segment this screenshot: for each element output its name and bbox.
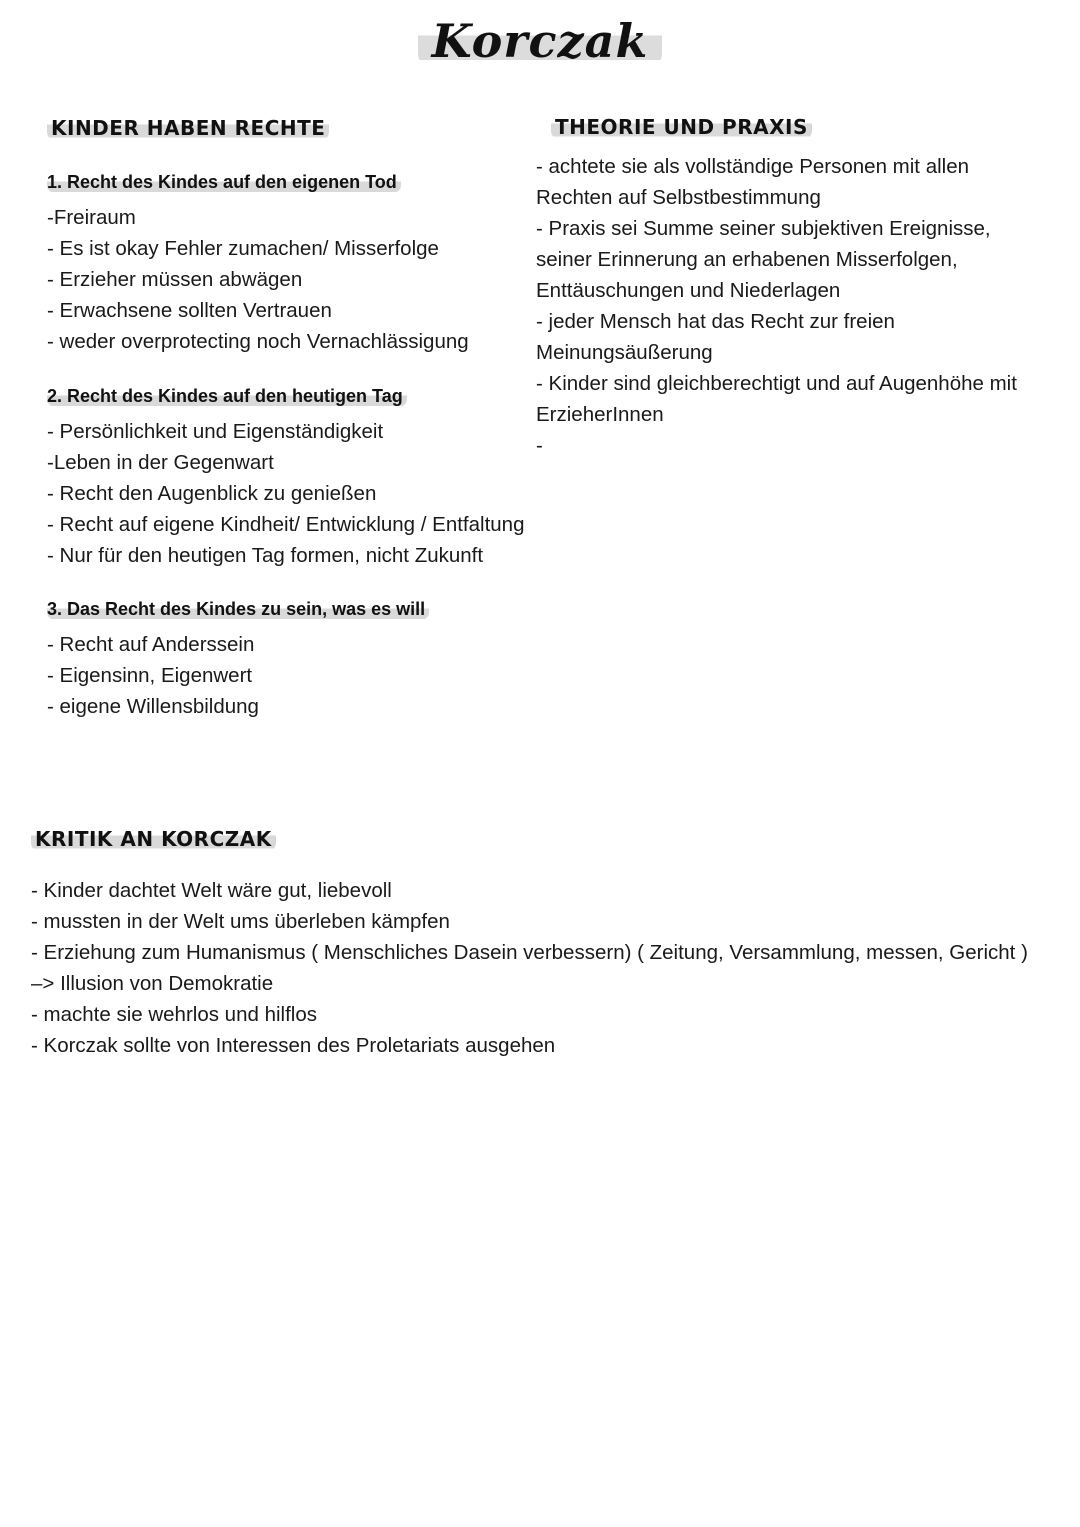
paragraph: - Kinder sind gleichberechtigt und auf Augenhöhe mit ErzieherInnen [536,372,1017,426]
theorie-praxis-text [536,151,1036,461]
list-item: - Erwachsene sollten Vertrauen [47,299,332,322]
list-item: -Freiraum [47,206,136,229]
subheading-section-3: 3. Das Recht des Kindes zu sein, was es will [47,599,429,620]
subheading-section-2: 2. Recht des Kindes auf den heutigen Tag [47,386,407,407]
list-item: - Recht den Augenblick zu genießen [47,482,377,505]
page-title [0,14,1080,68]
list-item: -Leben in der Gegenwart [47,451,274,474]
list-item: –> Illusion von Demokratie [31,972,274,995]
list-item: - Recht auf Anderssein [47,633,255,656]
list-item: - Recht auf eigene Kindheit/ Entwicklung / Entfaltung [47,513,525,536]
page-title-text: Korczak [418,14,663,68]
list-section-3 [47,629,259,722]
list-item: - Eigensinn, Eigenwert [47,664,253,687]
list-item: - mussten in der Welt ums überleben kämpfen [31,910,450,933]
subheading-section-1: 1. Recht des Kindes auf den eigenen Tod [47,172,401,193]
paragraph: - [536,434,543,457]
list-item: - Erziehung zum Humanismus ( Menschliches Dasein verbessern) ( Zeitung, Versammlung, messen, Gericht ) [31,941,1028,964]
list-item: - Kinder dachtet Welt wäre gut, liebevoll [31,879,392,902]
list-item: - Es ist okay Fehler zumachen/ Misserfolge [47,237,439,260]
list-item: - eigene Willensbildung [47,695,259,718]
paragraph: - achtete sie als vollständige Personen mit allen Rechten auf Selbstbestimmung [536,155,970,209]
list-item: - Nur für den heutigen Tag formen, nicht Zukunft [47,544,484,567]
paragraph: - jeder Mensch hat das Recht zur freien Meinungsäußerung [536,310,895,364]
list-item: - Korczak sollte von Interessen des Proletariats ausgehen [31,1034,556,1057]
paragraph: - Praxis sei Summe seiner subjektiven Ereignisse, seiner Erinnerung an erhabenen Misserfolgen, Enttäuschungen und Niederlagen [536,217,991,302]
list-item: - Erzieher müssen abwägen [47,268,303,291]
list-item: - Persönlichkeit und Eigenständigkeit [47,420,384,443]
list-section-2 [47,416,525,571]
list-item: - weder overprotecting noch Vernachlässigung [47,330,469,353]
list-item: - machte sie wehrlos und hilflos [31,1003,317,1026]
heading-theorie-und-praxis: THEORIE UND PRAXIS [551,115,812,139]
heading-kritik-an-korczak: KRITIK AN KORCZAK [31,827,276,851]
list-critique [31,875,1028,1061]
heading-kinder-haben-rechte: KINDER HABEN RECHTE [47,116,329,140]
list-section-1 [47,202,469,357]
